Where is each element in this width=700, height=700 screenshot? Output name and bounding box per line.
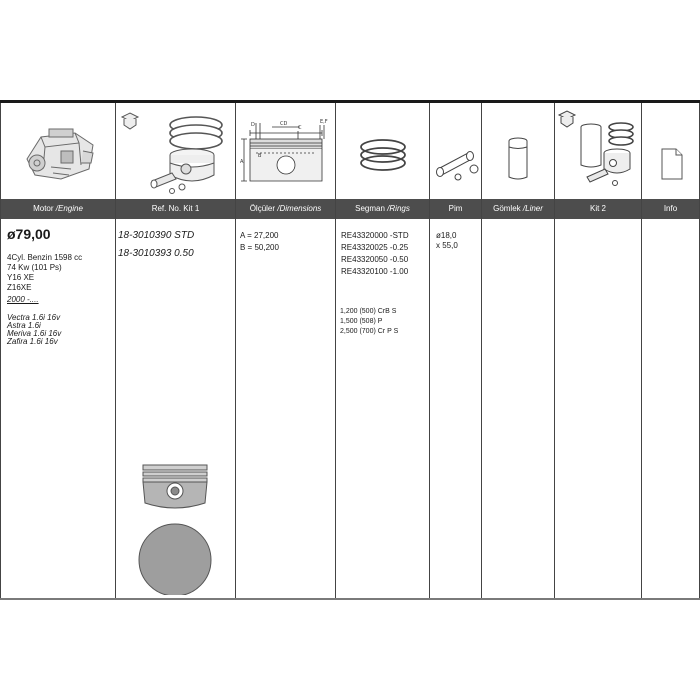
column-motor [0,103,116,598]
pin-length: x 55,0 [436,241,458,250]
label-a: A [240,159,244,165]
kit2-image [555,103,641,199]
ring-part-100: RE43320100 -1.00 [341,267,409,276]
piston-kit-icon [116,103,235,199]
liner-image [482,103,554,199]
label-ef: E,F [320,119,328,125]
header-rings: Segman /Rings [336,199,429,219]
column-info [642,103,700,598]
info-image [642,103,699,199]
column-dimensions [236,103,336,598]
label-cd: CD [280,121,288,127]
engine-code-2: Z16XE [7,283,32,292]
dimension-diagram [236,103,335,199]
engine-image [1,103,115,199]
label-d: D [251,122,255,128]
ring-part-050: RE43320050 -0.50 [341,255,409,264]
column-liner [482,103,555,598]
full-kit-icon [555,103,641,199]
ring-spec-2: 1,500 (508) P [340,318,383,325]
kit1-image [116,103,235,199]
motor-details [1,219,115,598]
dimension-b: B = 50,200 [240,243,279,252]
label-b: B [258,153,262,159]
header-kit2: Kit 2 [555,199,641,219]
bottom-rule [0,598,700,600]
header-info: Info [642,199,699,219]
model-3: Meriva 1.6i 16v [7,329,62,338]
kit2-body [555,219,641,598]
column-kit2 [555,103,642,598]
cylinder-liner-icon [482,103,554,199]
ring-spec-3: 2,500 (700) Cr P S [340,328,399,335]
pin-diameter: ø18,0 [436,231,457,240]
header-liner: Gömlek /Liner [482,199,554,219]
column-rings [336,103,430,598]
document-icon [642,103,699,199]
header-motor: Motor /Engine [1,199,115,219]
model-2: Astra 1.6i [7,321,41,330]
column-pin [430,103,482,598]
pin-size [430,219,481,598]
model-1: Vectra 1.6i 16v [7,313,61,322]
header-pin: Pim [430,199,481,219]
model-4: Zafira 1.6i 16v [7,337,58,346]
ref-list [116,219,235,598]
ref-number-std: 18-3010390 STD [118,230,195,241]
rings-image [336,103,429,199]
catalog-sheet [0,100,700,600]
engine-icon [1,103,115,199]
piston-pin-icon [430,103,481,199]
ring-part-std: RE43320000 -STD [341,231,409,240]
piston-photo-icon [116,455,236,595]
engine-spec-2: 74 Kw (101 Ps) [7,263,62,272]
ring-list [336,219,429,598]
label-c: C [298,125,302,131]
production-year: 2000 -.... [7,295,39,304]
ring-spec-1: 1,200 (500) CrB S [340,308,397,315]
ring-part-025: RE43320025 -0.25 [341,243,409,252]
piston-rings-icon [336,103,429,199]
bore-diameter: ø79,00 [7,226,51,242]
column-ref [116,103,236,598]
engine-code-1: Y16 XE [7,273,35,282]
header-ref: Ref. No. Kit 1 [116,199,235,219]
ref-number-050: 18-3010393 0.50 [118,248,194,259]
dimension-values [236,219,335,598]
header-dimensions: Ölçüler /Dimensions [236,199,335,219]
info-body [642,219,699,598]
liner-body [482,219,554,598]
dimension-a: A = 27,200 [240,231,279,240]
pin-image [430,103,481,199]
engine-spec-1: 4Cyl. Benzin 1598 cc [7,253,83,262]
piston-dimension-icon [236,103,335,199]
